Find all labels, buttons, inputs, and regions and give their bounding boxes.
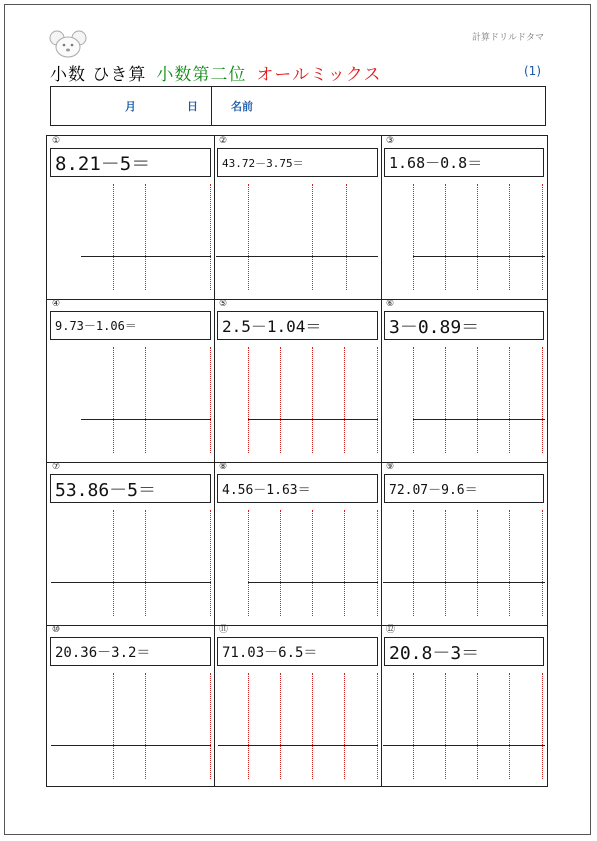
column-guide (509, 510, 510, 616)
date-name-box (50, 86, 546, 126)
problem-expression: 3－0.89＝ (384, 311, 544, 340)
answer-line (51, 745, 211, 746)
answer-line (413, 256, 545, 257)
column-guide (113, 184, 114, 290)
problem-number: ⑩ (52, 625, 61, 635)
column-guide (210, 510, 211, 616)
column-guide (113, 673, 114, 779)
column-guide (280, 510, 281, 616)
column-guide (145, 510, 146, 616)
column-guide (445, 184, 446, 290)
problem-number: ⑥ (386, 299, 395, 309)
problem-expression: 8.21－5＝ (50, 148, 211, 177)
problem-expression: 71.03－6.5＝ (217, 637, 378, 666)
title-level: 小数第二位 (156, 65, 247, 85)
title-mode: オールミックス (256, 65, 382, 85)
problem-number: ③ (386, 136, 395, 146)
column-guide (445, 347, 446, 453)
column-guide (445, 510, 446, 616)
column-guide (280, 673, 281, 779)
column-guide (344, 347, 345, 453)
brand-label: 計算ドリルドタマ (471, 33, 544, 43)
column-guide (113, 347, 114, 453)
column-guide (542, 510, 543, 616)
grid-row-separator (47, 625, 547, 626)
column-guide (248, 347, 249, 453)
column-guide (145, 673, 146, 779)
title-topic: 小数 ひき算 (50, 65, 147, 85)
problem-expression: 20.8－3＝ (384, 637, 544, 666)
problem-cell (47, 299, 214, 462)
column-guide (248, 184, 249, 290)
column-guide (413, 347, 414, 453)
column-guide (312, 184, 313, 290)
column-guide (145, 184, 146, 290)
problem-number: ⑨ (386, 462, 395, 472)
column-guide (445, 673, 446, 779)
sheet-number: (1) (524, 64, 541, 78)
column-guide (113, 510, 114, 616)
grid-column-separator (381, 136, 382, 786)
problem-expression: 9.73－1.06＝ (50, 311, 211, 340)
column-guide (248, 510, 249, 616)
column-guide (477, 347, 478, 453)
column-guide (344, 673, 345, 779)
answer-line (383, 582, 545, 583)
column-guide (312, 510, 313, 616)
column-guide (312, 347, 313, 453)
problem-number: ① (52, 136, 61, 146)
answer-line (51, 582, 211, 583)
column-guide (542, 184, 543, 290)
column-guide (477, 184, 478, 290)
column-guide (477, 673, 478, 779)
answer-line (248, 582, 378, 583)
problem-number: ⑧ (219, 462, 228, 472)
column-guide (210, 184, 211, 290)
problem-number: ④ (52, 299, 61, 309)
name-label: 名前 (231, 100, 253, 113)
column-guide (413, 673, 414, 779)
problem-expression: 53.86－5＝ (50, 474, 211, 503)
answer-line (218, 745, 378, 746)
answer-line (216, 256, 378, 257)
column-guide (145, 347, 146, 453)
column-guide (377, 673, 378, 779)
problem-cell (381, 299, 547, 462)
problem-cell (47, 136, 214, 299)
answer-line (248, 419, 378, 420)
problem-grid (46, 135, 548, 787)
problem-expression: 1.68－0.8＝ (384, 148, 544, 177)
problem-cell (47, 462, 214, 625)
grid-row-separator (47, 299, 547, 300)
problem-number: ⑤ (219, 299, 228, 309)
column-guide (280, 347, 281, 453)
month-label: 月 (125, 100, 136, 113)
column-guide (509, 347, 510, 453)
problem-cell (381, 462, 547, 625)
column-guide (248, 673, 249, 779)
problem-expression: 43.72－3.75＝ (217, 148, 378, 177)
problem-expression: 20.36－3.2＝ (50, 637, 211, 666)
name-divider (211, 87, 212, 125)
column-guide (542, 673, 543, 779)
problem-cell (214, 299, 381, 462)
column-guide (477, 510, 478, 616)
problem-expression: 2.5－1.04＝ (217, 311, 378, 340)
problem-expression: 4.56－1.63＝ (217, 474, 378, 503)
column-guide (377, 347, 378, 453)
grid-row-separator (47, 462, 547, 463)
mouse-logo-icon (49, 29, 87, 59)
column-guide (413, 510, 414, 616)
column-guide (509, 673, 510, 779)
problem-number: ② (219, 136, 228, 146)
grid-column-separator (214, 136, 215, 786)
answer-line (81, 419, 211, 420)
column-guide (312, 673, 313, 779)
problem-number: ⑫ (386, 625, 396, 635)
column-guide (509, 184, 510, 290)
problem-number: ⑪ (219, 625, 229, 635)
answer-line (81, 256, 211, 257)
problem-expression: 72.07－9.6＝ (384, 474, 544, 503)
problem-cell (47, 625, 214, 788)
column-guide (542, 347, 543, 453)
column-guide (346, 184, 347, 290)
problem-number: ⑦ (52, 462, 61, 472)
problem-cell (214, 462, 381, 625)
column-guide (413, 184, 414, 290)
problem-cell (214, 625, 381, 788)
problem-cell (381, 625, 547, 788)
answer-line (383, 745, 545, 746)
answer-line (413, 419, 545, 420)
day-label: 日 (187, 100, 198, 113)
worksheet-title (50, 60, 382, 85)
column-guide (344, 510, 345, 616)
column-guide (377, 510, 378, 616)
column-guide (210, 347, 211, 453)
column-guide (210, 673, 211, 779)
problem-cell (214, 136, 381, 299)
problem-cell (381, 136, 547, 299)
